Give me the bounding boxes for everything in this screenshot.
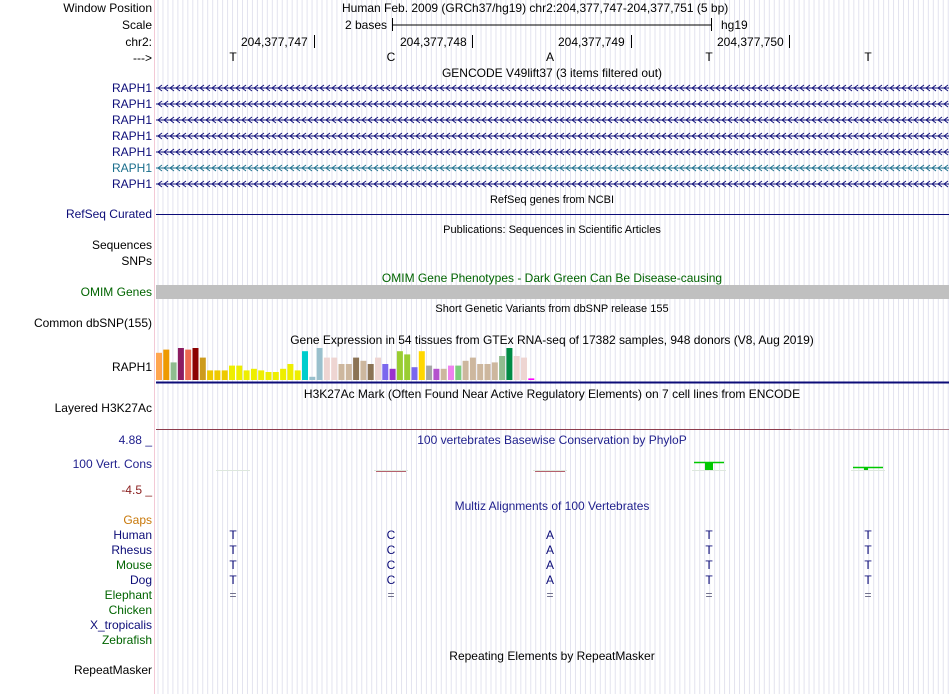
multiz-base: A bbox=[545, 543, 555, 557]
base-letter: T bbox=[864, 50, 872, 64]
repeatmasker-track-label[interactable]: RepeatMasker bbox=[73, 663, 152, 677]
position-tick-label: 204,377,749 bbox=[558, 35, 625, 49]
gtex-tissue-bar bbox=[317, 348, 323, 380]
h3k27ac-signal-line bbox=[156, 429, 791, 430]
window-position-label: Window Position bbox=[63, 1, 152, 15]
gtex-tissue-bar bbox=[412, 367, 418, 380]
gtex-tissue-bar bbox=[287, 364, 293, 380]
gtex-track-label[interactable]: RAPH1 bbox=[111, 360, 152, 374]
gtex-bar-chart[interactable] bbox=[156, 348, 949, 384]
h3k27ac-track-label[interactable]: Layered H3K27Ac bbox=[54, 401, 152, 415]
snps-track-label[interactable]: SNPs bbox=[121, 254, 152, 268]
publications-track-label[interactable]: Sequences bbox=[91, 238, 152, 252]
gtex-tissue-bar bbox=[229, 366, 235, 380]
gencode-transcript-label[interactable]: RAPH1 bbox=[111, 161, 152, 175]
dbsnp-track-title[interactable]: Short Genetic Variants from dbSNP release 155 bbox=[435, 303, 669, 315]
gtex-tissue-bar bbox=[463, 361, 469, 380]
refseq-track-label[interactable]: RefSeq Curated bbox=[65, 207, 152, 221]
gtex-tissue-bar bbox=[499, 356, 505, 380]
gtex-tissue-bar bbox=[222, 370, 228, 380]
gtex-tissue-bar bbox=[251, 369, 257, 380]
position-tick-label: 204,377,748 bbox=[400, 35, 467, 49]
multiz-species-label[interactable]: Mouse bbox=[115, 558, 152, 572]
gencode-transcript-label[interactable]: RAPH1 bbox=[111, 97, 152, 111]
multiz-base: C bbox=[386, 543, 396, 557]
conservation-score bbox=[864, 468, 868, 470]
gtex-tissue-bar bbox=[455, 366, 461, 380]
multiz-base: T bbox=[229, 573, 237, 587]
gtex-tissue-bar bbox=[375, 358, 381, 380]
multiz-base: = bbox=[229, 588, 237, 602]
gtex-tissue-bar bbox=[492, 362, 498, 380]
conservation-track-label[interactable]: 100 Vert. Cons bbox=[72, 457, 152, 471]
multiz-base: T bbox=[705, 558, 713, 572]
scale-db-text: hg19 bbox=[721, 18, 748, 32]
gtex-tissue-bar bbox=[514, 356, 520, 380]
gtex-tissue-bar bbox=[214, 370, 220, 380]
conservation-ymin-label: -4.5 _ bbox=[121, 483, 152, 497]
multiz-base: T bbox=[864, 558, 872, 572]
gtex-tissue-bar bbox=[258, 370, 264, 380]
multiz-species-label[interactable]: Rhesus bbox=[111, 543, 152, 557]
gencode-transcripts[interactable] bbox=[156, 80, 949, 192]
gtex-tissue-bar bbox=[309, 377, 315, 380]
position-ticks bbox=[313, 35, 793, 49]
multiz-base: = bbox=[546, 588, 554, 602]
gencode-transcript-label[interactable]: RAPH1 bbox=[111, 145, 152, 159]
multiz-base: T bbox=[229, 528, 237, 542]
gtex-tissue-bar bbox=[185, 350, 191, 380]
scale-bases-text: 2 bases bbox=[345, 18, 388, 32]
multiz-base: C bbox=[386, 558, 396, 572]
multiz-species-label[interactable]: Zebrafish bbox=[101, 633, 152, 647]
refseq-gene-line[interactable] bbox=[156, 214, 949, 215]
gtex-tissue-bar bbox=[368, 364, 374, 380]
gencode-transcript-label[interactable]: RAPH1 bbox=[111, 113, 152, 127]
multiz-base: T bbox=[705, 528, 713, 542]
gtex-tissue-bar bbox=[331, 358, 337, 380]
scale-bar bbox=[392, 17, 714, 31]
base-letter: C bbox=[386, 50, 396, 64]
gtex-tissue-bar bbox=[477, 364, 483, 380]
gtex-tissue-bar bbox=[404, 354, 410, 380]
multiz-species-label[interactable]: X_tropicalis bbox=[89, 618, 152, 632]
gtex-tissue-bar bbox=[339, 364, 345, 380]
multiz-base: T bbox=[229, 543, 237, 557]
multiz-gaps-label[interactable]: Gaps bbox=[123, 513, 152, 527]
gtex-tissue-bar bbox=[244, 370, 250, 380]
gtex-tissue-bar bbox=[419, 351, 425, 380]
multiz-species-label[interactable]: Human bbox=[113, 528, 152, 542]
gtex-tissue-bar bbox=[236, 366, 242, 380]
multiz-base: T bbox=[864, 528, 872, 542]
scale-label: Scale bbox=[121, 18, 152, 32]
omim-track-title[interactable]: OMIM Gene Phenotypes - Dark Green Can Be Disease-causing bbox=[381, 271, 723, 285]
gtex-tissue-bar bbox=[528, 378, 534, 380]
gtex-track-title[interactable]: Gene Expression in 54 tissues from GTEx RNA-seq of 17382 samples, 948 donors (V8, Aug 2019) bbox=[290, 333, 814, 347]
gtex-tissue-bar bbox=[163, 350, 169, 380]
multiz-species-label[interactable]: Chicken bbox=[108, 603, 152, 617]
gtex-tissue-bar bbox=[441, 369, 447, 380]
base-letter: T bbox=[229, 50, 237, 64]
repeatmasker-track-title[interactable]: Repeating Elements by RepeatMasker bbox=[449, 649, 655, 663]
gtex-tissue-bar bbox=[433, 369, 439, 380]
base-letter: A bbox=[545, 50, 555, 64]
conservation-score bbox=[705, 463, 713, 470]
gtex-tissue-bar bbox=[397, 351, 403, 380]
h3k27ac-signal-line bbox=[791, 429, 949, 430]
multiz-base: A bbox=[545, 528, 555, 542]
gencode-track-title[interactable]: GENCODE V49lift37 (3 items filtered out) bbox=[441, 66, 663, 80]
gtex-tissue-bar bbox=[193, 348, 199, 380]
multiz-base: T bbox=[864, 573, 872, 587]
gtex-tissue-bar bbox=[266, 372, 272, 380]
base-letter: T bbox=[705, 50, 713, 64]
gtex-tissue-bar bbox=[426, 366, 432, 380]
publications-track-title[interactable]: Publications: Sequences in Scientific Articles bbox=[443, 224, 661, 236]
gtex-tissue-bar bbox=[521, 358, 527, 380]
gtex-tissue-bar bbox=[171, 362, 177, 380]
multiz-base: C bbox=[386, 573, 396, 587]
position-tick-label: 204,377,747 bbox=[241, 35, 308, 49]
position-tick-label: 204,377,750 bbox=[717, 35, 784, 49]
chrom-label: chr2: bbox=[125, 35, 152, 49]
gtex-tissue-bar bbox=[485, 364, 491, 380]
refseq-track-title[interactable]: RefSeq genes from NCBI bbox=[489, 194, 615, 206]
omim-gene-bar[interactable] bbox=[156, 285, 949, 299]
gtex-tissue-bar bbox=[207, 370, 213, 380]
multiz-base: C bbox=[386, 528, 396, 542]
conservation-track-title[interactable]: 100 vertebrates Basewise Conservation by PhyloP bbox=[417, 433, 687, 447]
gtex-tissue-bar bbox=[390, 369, 396, 380]
multiz-base: = bbox=[387, 588, 395, 602]
gtex-tissue-bar bbox=[346, 364, 352, 380]
conservation-chart[interactable] bbox=[156, 440, 949, 490]
gtex-tissue-bar bbox=[324, 358, 330, 380]
gtex-tissue-bar bbox=[506, 348, 512, 380]
multiz-base: T bbox=[705, 543, 713, 557]
dbsnp-track-label[interactable]: Common dbSNP(155) bbox=[33, 316, 152, 330]
conservation-ymax-label: 4.88 _ bbox=[118, 433, 152, 447]
multiz-base: T bbox=[229, 558, 237, 572]
multiz-species-label[interactable]: Dog bbox=[129, 573, 152, 587]
multiz-species-label[interactable]: Elephant bbox=[104, 588, 152, 602]
gtex-tissue-bar bbox=[448, 366, 454, 380]
gtex-tissue-bar bbox=[470, 358, 476, 380]
multiz-track-title[interactable]: Multiz Alignments of 100 Vertebrates bbox=[454, 499, 650, 513]
gtex-tissue-bar bbox=[280, 369, 286, 380]
gtex-tissue-bar bbox=[295, 370, 301, 380]
multiz-base: T bbox=[864, 543, 872, 557]
gencode-transcript-label[interactable]: RAPH1 bbox=[111, 177, 152, 191]
window-position-text: Human Feb. 2009 (GRCh37/hg19) chr2:204,377,747-204,377,751 (5 bp) bbox=[342, 1, 729, 15]
omim-track-label[interactable]: OMIM Genes bbox=[80, 285, 152, 299]
gtex-tissue-bar bbox=[273, 372, 279, 380]
multiz-base: = bbox=[705, 588, 713, 602]
multiz-base: A bbox=[545, 573, 555, 587]
gencode-transcript-label[interactable]: RAPH1 bbox=[111, 81, 152, 95]
gtex-tissue-bar bbox=[382, 364, 388, 380]
gtex-tissue-bar bbox=[353, 358, 359, 380]
gencode-transcript-label[interactable]: RAPH1 bbox=[111, 129, 152, 143]
gtex-tissue-bar bbox=[360, 361, 366, 380]
multiz-base: T bbox=[705, 573, 713, 587]
gtex-tissue-bar bbox=[178, 348, 184, 380]
gtex-tissue-bar bbox=[156, 353, 162, 380]
strand-label: ---> bbox=[133, 51, 152, 65]
multiz-base: = bbox=[864, 588, 872, 602]
gtex-tissue-bar bbox=[302, 351, 308, 380]
h3k27ac-track-title[interactable]: H3K27Ac Mark (Often Found Near Active Regulatory Elements) on 7 cell lines from ENCODE bbox=[303, 387, 801, 401]
multiz-base: A bbox=[545, 558, 555, 572]
gtex-tissue-bar bbox=[200, 358, 206, 380]
